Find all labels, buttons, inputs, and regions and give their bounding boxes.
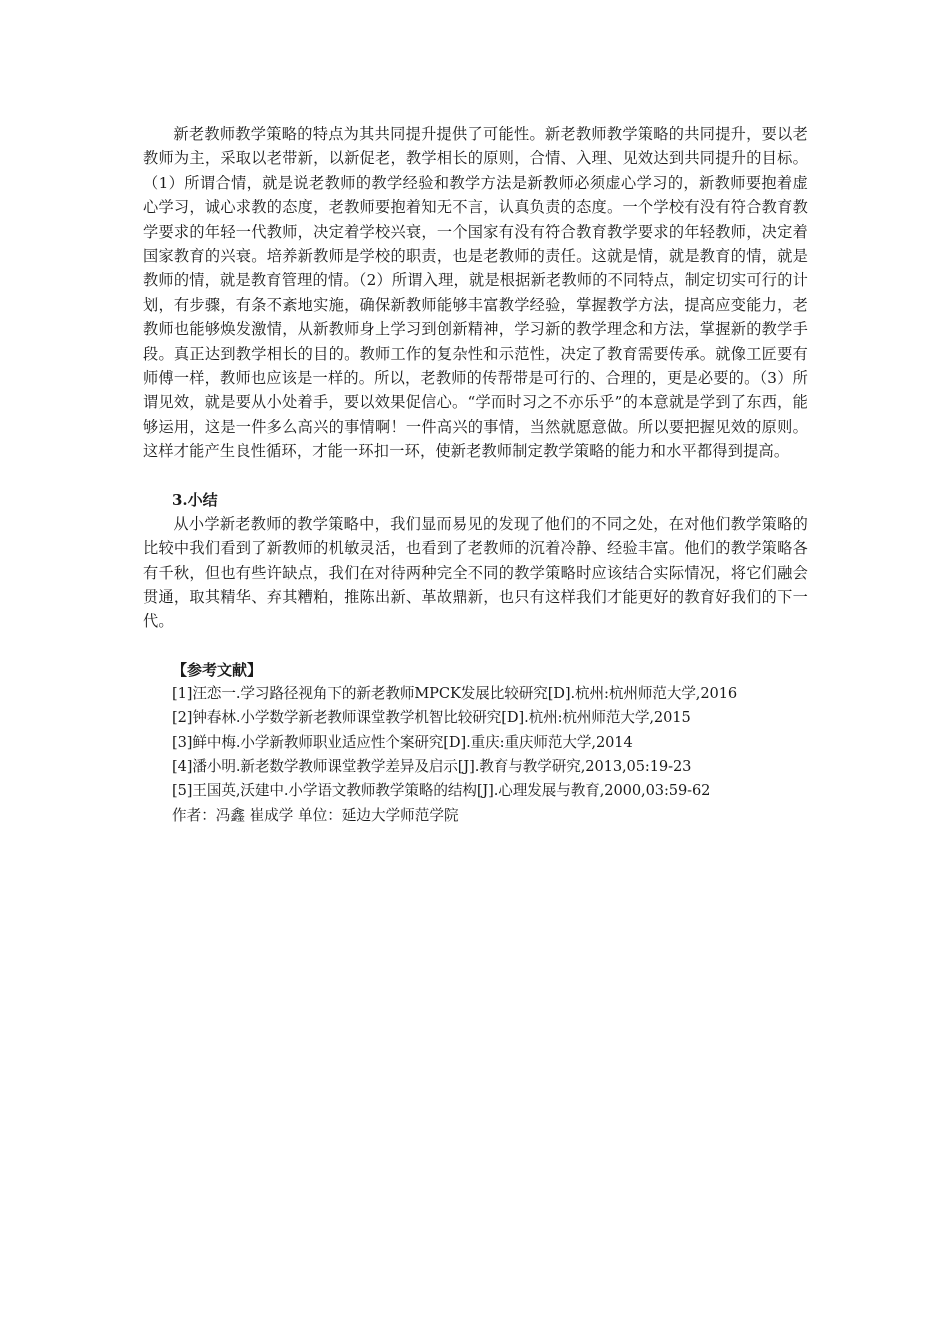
document-body [143, 122, 808, 828]
section-heading-summary: 3.小结 [172, 490, 218, 509]
reference-item: [4]潘小明.新老数学教师课堂教学差异及启示[J].教育与教学研究,2013,05:19-23 [172, 757, 692, 775]
references-heading: 【参考文献】 [172, 660, 263, 679]
paragraph-spacer [143, 634, 808, 658]
body-paragraph-summary: 从小学新老教师的教学策略中，我们显而易见的发现了他们的不同之处，在对他们教学策略的比较中我们看到了新教师的机敏灵活，也看到了老教师的沉着冷静、经验丰富。他们的教学策略各有千秋，但也有些许缺点，我们在对待两种完全不同的教学策略时应该结合实际情况，将它们融会贯通，取其精华、弃其糟粕，推陈出新、革故鼎新，也只有这样我们才能更好的教育好我们的下一代。 [143, 514, 808, 631]
body-paragraph-strategy-improvement: 新老教师教学策略的特点为其共同提升提供了可能性。新老教师教学策略的共同提升，要以老教师为主，采取以老带新，以新促老，教学相长的原则，合情、入理、见效达到共同提升的目标。（1）所谓合情，就是说老教师的教学经验和教学方法是新教师必须虚心学习的，新教师要抱着虚心学习，诚心求教的态度，老教师要抱着知无不言，认真负责的态度。一个学校有没有符合教育教学要求的年轻一代教师，决定着学校兴衰，一个国家有没有符合教育教学要求的年轻教师，决定着国家教育的兴衰。培养新教师是学校的职责，也是老教师的责任。这就是情，就是教育的情，就是教师的情，就是教育管理的情。（2）所谓入理，就是根据新老教师的不同特点，制定切实可行的计划，有步骤，有条不紊地实施，确保新教师能够丰富教学经验，掌握教学方法，提高应变能力，老教师也能够焕发激情，从新教师身上学习到创新精神，学习新的教学理念和方法，掌握新的教学手段。真正达到教学相长的目的。教师工作的复杂性和示范性，决定了教育需要传承。就像工匠要有师傅一样，教师也应该是一样的。所以，老教师的传帮带是可行的、合理的，更是必要的。（3）所谓见效，就是要从小处着手，要以效果促信心。“学而时习之不亦乐乎”的本意就是学到了东西，能够运用，这是一件多么高兴的事情啊！一件高兴的事情，当然就愿意做。所以要把握见效的原则。这样才能产生良性循环，才能一环扣一环，使新老教师制定教学策略的能力和水平都得到提高。 [143, 125, 808, 461]
reference-item: [3]鲜中梅.小学新教师职业适应性个案研究[D].重庆:重庆师范大学,2014 [172, 733, 633, 751]
paragraph-spacer [143, 464, 808, 488]
reference-item: [1]汪恋一.学习路径视角下的新老教师MPCK发展比较研究[D].杭州:杭州师范大学,2016 [172, 684, 738, 702]
reference-item: [5]王国英,沃建中.小学语文教师教学策略的结构[J].心理发展与教育,2000,03:59-62 [172, 782, 711, 800]
reference-list [143, 682, 808, 804]
author-affiliation-line: 作者：冯鑫 崔成学 单位：延边大学师范学院 [172, 806, 459, 824]
reference-item: [2]钟春林.小学数学新老教师课堂教学机智比较研究[D].杭州:杭州师范大学,2015 [172, 709, 691, 727]
